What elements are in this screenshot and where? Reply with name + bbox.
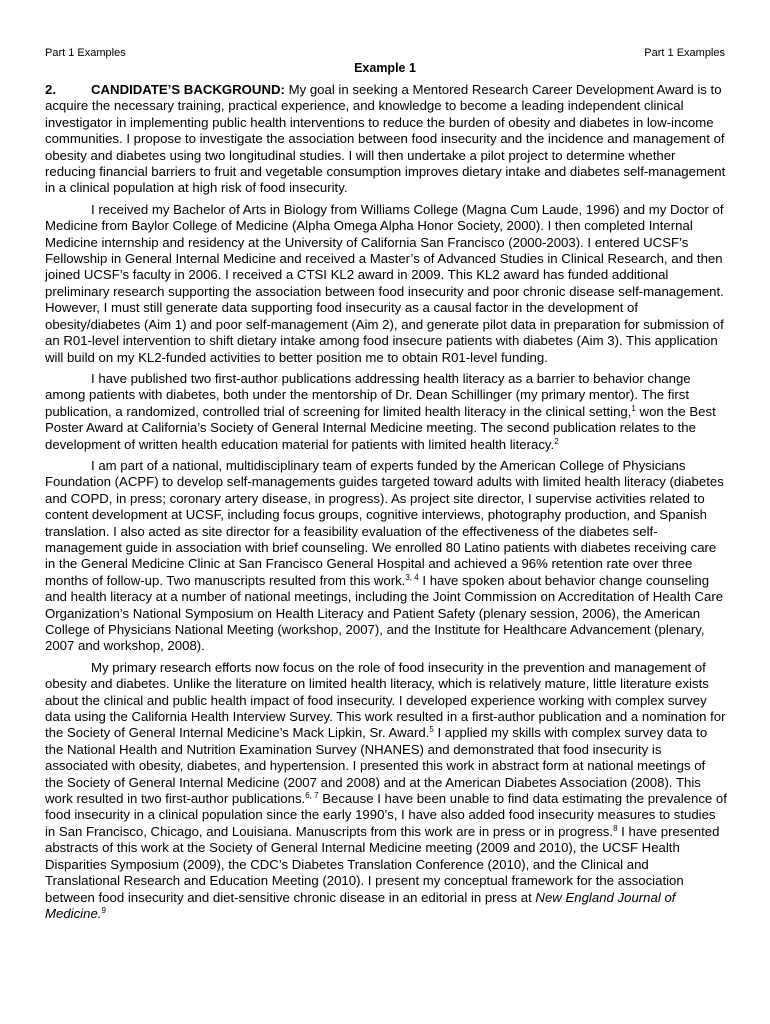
document-title: Example 1 bbox=[354, 61, 416, 75]
paragraph-text: I received my Bachelor of Arts in Biology from Williams College (Magna Cum Laude, 1996) and my Doctor of Medicine from Baylor College of Medicine (Alpha Omega Alpha Honor Society, 2000). I then completed Internal Medicine internship and residency at the University of California San Francisco (2000-2003). I entered UCSF’s Fellowship in General Internal Medicine and received a Master’s of Advanced Studies in Clinical Research, and then joined UCSF’s faculty in 2006. I received a CTSI KL2 award in 2009. This KL2 award has funded additional preliminary research supporting the association between food insecurity and poor chronic disease self-management. However, I must still generate data supporting food insecurity as a causal factor in the development of obesity/diabetes (Aim 1) and poor self-management (Aim 2), and generate pilot data in preparation for submission of an R01-level intervention to shift dietary intake among food insecure patients with diabetes (Aim 3). This application will build on my KL2-funded activities to better position me to obtain R01-level funding. bbox=[45, 201, 724, 365]
citation-superscript: 5 bbox=[429, 725, 434, 735]
citation-superscript: 6, 7 bbox=[305, 791, 319, 801]
header-left: Part 1 Examples bbox=[45, 47, 126, 59]
header-right: Part 1 Examples bbox=[644, 47, 725, 59]
paragraph-education bbox=[45, 202, 727, 366]
section-heading: CANDIDATE’S BACKGROUND: bbox=[91, 82, 285, 97]
paragraph-text: I applied my skills with complex survey data to the National Health and Nutrition Examination Survey (NHANES) and demonstrated that food insecurity is associated with obesity, diabetes, and hypertension. I presented this work in abstract form at national meetings of the Society of General Internal Medicine (2007 and 2008) and at the American Diabetes Association (2008). This work resulted in two first-author publications. bbox=[45, 725, 708, 807]
section-number: 2. bbox=[45, 82, 56, 97]
paragraph-text: I have published two first-author publications addressing health literacy as a barrier to behavior change among patients with diabetes, both under the mentorship of Dr. Dean Schillinger (my primary mentor). The first publication, a randomized, controlled trial of screening for limited health literacy in the clinical setting, bbox=[45, 370, 691, 419]
citation-superscript: 9 bbox=[101, 905, 106, 915]
citation-superscript: 8 bbox=[613, 823, 618, 833]
paragraph-text: I have presented abstracts of this work at the Society of General Internal Medicine meeting (2009 and 2010), the UCSF Health Disparities Symposium (2009), the CDC’s Diabetes Translation Conference (2010), and the Clinical and Translational Research and Education Meeting (2010). I present my conceptual framework for the association between food insecurity and diet-sensitive chronic disease in an editorial in press at bbox=[45, 823, 720, 905]
paragraph-text: Because I have been unable to find data estimating the prevalence of food insecurity in a clinical population since the early 1990’s, I have also added food insecurity measures to studies in San Francisco, Chicago, and Louisiana. Manuscripts from this work are in press or in progress. bbox=[45, 791, 727, 839]
citation-superscript: 1 bbox=[631, 403, 636, 413]
paragraph-acpf-team bbox=[45, 458, 727, 655]
paragraph-health-literacy bbox=[45, 371, 727, 453]
running-header bbox=[45, 46, 725, 60]
paragraph-text: My primary research efforts now focus on the role of food insecurity in the prevention and management of obesity and diabetes. Unlike the literature on limited health literacy, which is relatively mature, little literature exists about the clinical and public health impact of food insecurity. I developed experience working with complex survey data using the California Health Interview Survey. This work resulted in a first-author publication and a nomination for the Society of General Internal Medicine’s Mack Lipkin, Sr. Award. bbox=[45, 659, 726, 741]
citation-superscript: 2 bbox=[554, 436, 559, 446]
citation-superscript: 3, 4 bbox=[405, 572, 419, 582]
paragraph-intro bbox=[45, 82, 727, 197]
document-body bbox=[45, 82, 727, 927]
paragraph-text: My goal in seeking a Mentored Research Career Development Award is to acquire the necessary training, practical experience, and knowledge to become a leading independent clinical investigator in implementing public health interventions to reduce the burden of obesity and diabetes in low-income communities. I propose to investigate the association between food insecurity and the incidence and management of obesity and diabetes using two longitudinal studies. I will then undertake a pilot project to determine whether reducing financial barriers to fruit and vegetable consumption improves dietary intake and diabetes self-management in a clinical population at high risk of food insecurity. bbox=[45, 82, 726, 196]
paragraph-text: I have spoken about behavior change counseling and health literacy at a number of national meetings, including the Joint Commission on Accreditation of Health Care Organization’s National Symposium on Health Literacy and Patient Safety (plenary session, 2006), the American College of Physicians National Meeting (workshop, 2007), and the Institute for Healthcare Advancement (plenary, 2007 and workshop, 2008). bbox=[45, 572, 724, 654]
paragraph-text: won the Best Poster Award at California’s Society of General Internal Medicine meeting. The second publication relates to the development of written health education material for patients with limited health literacy. bbox=[45, 403, 716, 452]
paragraph-food-insecurity bbox=[45, 660, 727, 923]
paragraph-text: I am part of a national, multidisciplinary team of experts funded by the American College of Physicians Foundation (ACPF) to develop self-managements guides targeted toward adults with limited health literacy (diabetes and COPD, in press; coronary artery disease, in progress). As project site director, I supervise activities related to content development at UCSF, including focus groups, cognitive interviews, photography production, and Spanish translation. I also acted as site director for a feasibility evaluation of the effectiveness of the diabetes self-management guide in association with brief counseling. We enrolled 80 Latino patients with diabetes receiving care in the General Medicine Clinic at San Francisco General Hospital and achieved a 96% retention rate over three months of follow-up. Two manuscripts resulted from this work. bbox=[45, 457, 724, 588]
journal-title: New England Journal of Medicine. bbox=[45, 889, 676, 921]
